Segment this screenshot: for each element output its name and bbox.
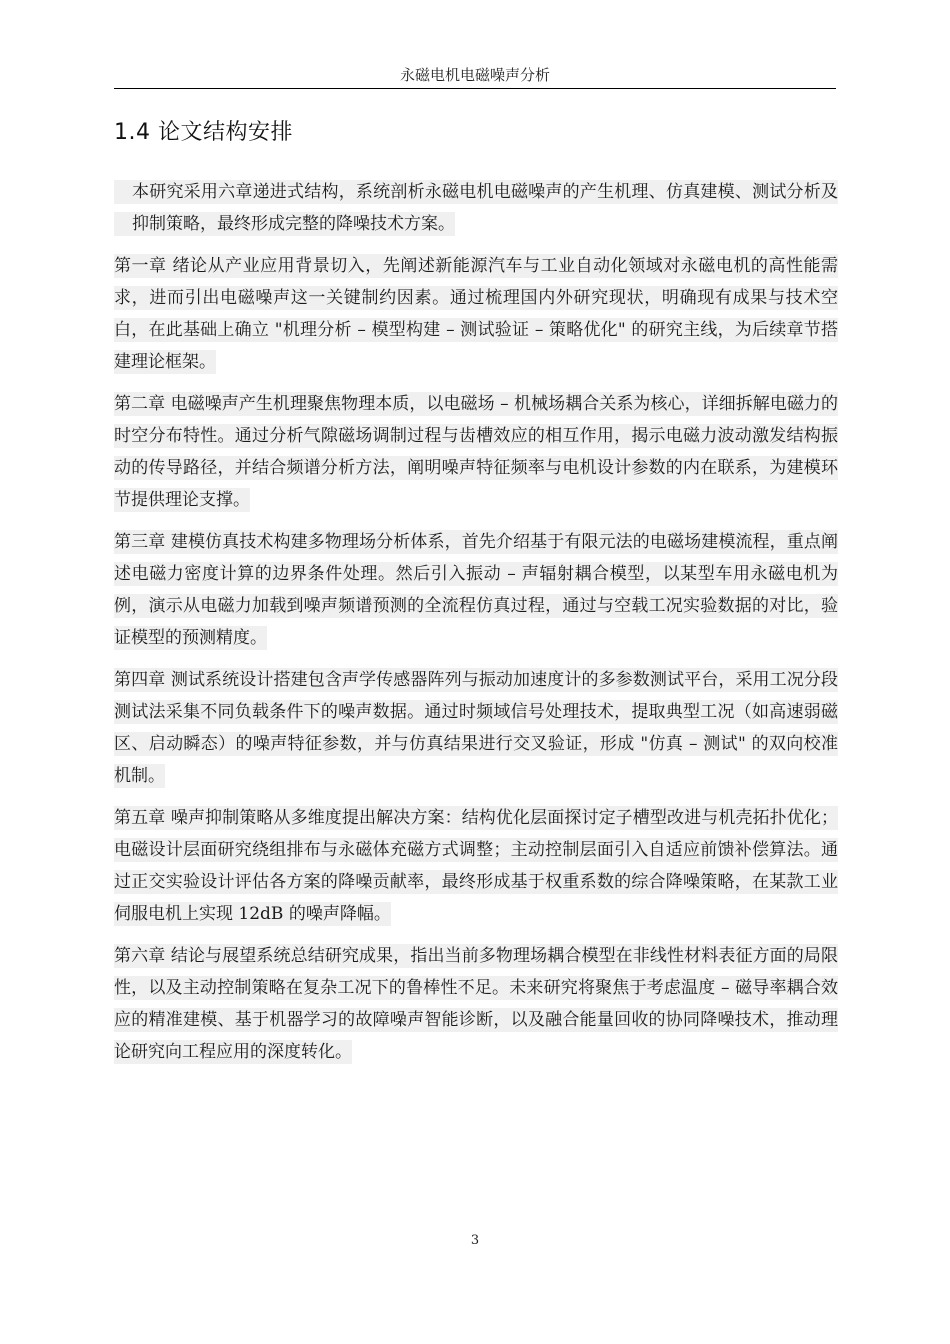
section-heading: 1.4 论文结构安排 (114, 120, 293, 145)
running-header-title: 永磁电机电磁噪声分析 (399, 66, 550, 84)
page-number: 3 (470, 1233, 480, 1248)
paragraph-chapter-5 (114, 802, 838, 930)
paragraph-chapter-1 (114, 250, 838, 378)
paragraph-chapter-6 (114, 940, 838, 1068)
paragraph-text: 第六章 结论与展望系统总结研究成果，指出当前多物理场耦合模型在非线性材料表征方面的局限性，以及主动控制策略在复杂工况下的鲁棒性不足。未来研究将聚焦于考虑温度 – 磁导率耦合效应的精准建模、基于机器学习的故障噪声智能诊断，以及融合能量回收的协同降噪技术，推动理论研究向工程应用的深度转化。 (114, 946, 838, 1062)
paragraph-chapter-3 (114, 526, 838, 654)
paragraph-text: 本研究采用六章递进式结构，系统剖析永磁电机电磁噪声的产生机理、仿真建模、测试分析及抑制策略，最终形成完整的降噪技术方案。 (114, 180, 838, 236)
paragraph-chapter-4 (114, 664, 838, 792)
paragraph-text: 第二章 电磁噪声产生机理聚焦物理本质，以电磁场 – 机械场耦合关系为核心，详细拆解电磁力的时空分布特性。通过分析气隙磁场调制过程与齿槽效应的相互作用，揭示电磁力波动激发结构振动的传导路径，并结合频谱分析方法，阐明噪声特征频率与电机设计参数的内在联系，为建模环节提供理论支撑。 (114, 394, 838, 510)
header-rule (114, 88, 836, 89)
paragraph-intro (114, 176, 838, 240)
paragraph-chapter-2 (114, 388, 838, 516)
paragraph-text: 第三章 建模仿真技术构建多物理场分析体系，首先介绍基于有限元法的电磁场建模流程，重点阐述电磁力密度计算的边界条件处理。然后引入振动 – 声辐射耦合模型，以某型车用永磁电机为例，演示从电磁力加载到噪声频谱预测的全流程仿真过程，通过与空载工况实验数据的对比，验证模型的预测精度。 (114, 532, 838, 648)
paragraph-text: 第五章 噪声抑制策略从多维度提出解决方案：结构优化层面探讨定子槽型改进与机壳拓扑优化；电磁设计层面研究绕组排布与永磁体充磁方式调整；主动控制层面引入自适应前馈补偿算法。通过正交实验设计评估各方案的降噪贡献率，最终形成基于权重系数的综合降噪策略，在某款工业伺服电机上实现 12dB 的噪声降幅。 (114, 808, 838, 924)
paragraph-text: 第一章 绪论从产业应用背景切入，先阐述新能源汽车与工业自动化领域对永磁电机的高性能需求，进而引出电磁噪声这一关键制约因素。通过梳理国内外研究现状，明确现有成果与技术空白，在此基础上确立 "机理分析 – 模型构建 – 测试验证 – 策略优化" 的研究主线，为后续章节搭建理论框架。 (114, 256, 838, 372)
body-text (114, 176, 838, 1078)
paragraph-text: 第四章 测试系统设计搭建包含声学传感器阵列与振动加速度计的多参数测试平台，采用工况分段测试法采集不同负载条件下的噪声数据。通过时频域信号处理技术，提取典型工况（如高速弱磁区、启动瞬态）的噪声特征参数，并与仿真结果进行交叉验证，形成 "仿真 – 测试" 的双向校准机制。 (114, 670, 838, 786)
